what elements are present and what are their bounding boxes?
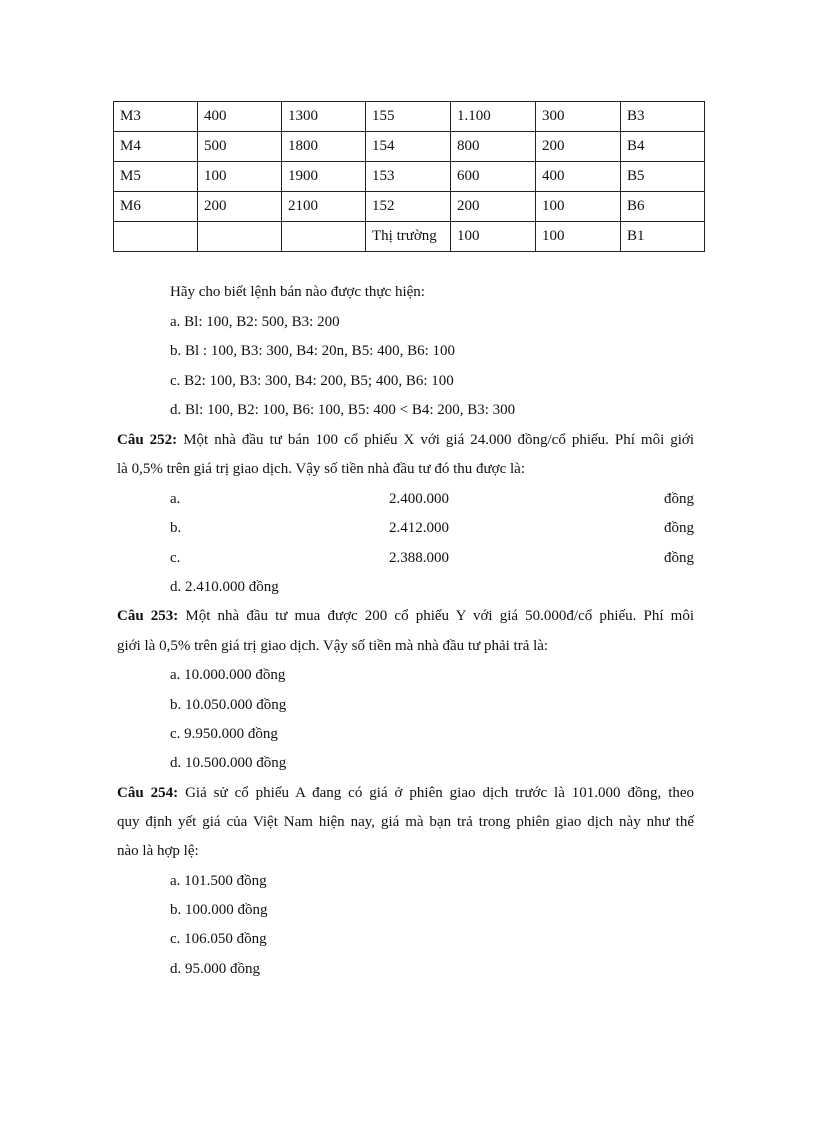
option-unit: đồng bbox=[664, 491, 694, 507]
option-letter: a. bbox=[170, 491, 181, 507]
option-letter: b. bbox=[170, 520, 182, 536]
answer-option-b: b. 100.000 đồng bbox=[170, 902, 268, 918]
table-cell: M6 bbox=[114, 192, 198, 222]
answer-option-a: a. 10.000.000 đồng bbox=[170, 667, 286, 683]
table-cell: 100 bbox=[536, 192, 621, 222]
table-cell: 200 bbox=[451, 192, 536, 222]
table-cell: 154 bbox=[366, 132, 451, 162]
question-prompt: Hãy cho biết lệnh bán nào được thực hiện: bbox=[170, 284, 425, 300]
option-unit: đồng bbox=[664, 550, 694, 566]
table-cell: 800 bbox=[451, 132, 536, 162]
question-label: Câu 253: bbox=[117, 608, 179, 624]
table-cell: 155 bbox=[366, 102, 451, 132]
answer-option-a: a. Bl: 100, B2: 500, B3: 200 bbox=[170, 314, 340, 330]
table-cell bbox=[114, 222, 198, 252]
table-cell: 300 bbox=[536, 102, 621, 132]
question-254-line-1 bbox=[117, 785, 694, 802]
answer-option-b: b. Bl : 100, B3: 300, B4: 20n, B5: 400, B6: 100 bbox=[170, 343, 456, 359]
table-row bbox=[114, 192, 705, 222]
table-cell: 153 bbox=[366, 162, 451, 192]
answer-option-d: d. 2.410.000 đồng bbox=[170, 579, 279, 595]
table-cell: B4 bbox=[621, 132, 705, 162]
answer-option-d: d. 10.500.000 đồng bbox=[170, 755, 287, 771]
table-cell: B6 bbox=[621, 192, 705, 222]
answer-option-a: a. 101.500 đồng bbox=[170, 873, 267, 889]
table-cell: B5 bbox=[621, 162, 705, 192]
table-cell: M5 bbox=[114, 162, 198, 192]
answer-option-d: d. 95.000 đồng bbox=[170, 961, 260, 977]
answer-option-c: c. 9.950.000 đồng bbox=[170, 726, 278, 742]
question-254-line-3: nào là hợp lệ: bbox=[117, 843, 199, 859]
answer-option-d: d. Bl: 100, B2: 100, B6: 100, B5: 400 < B4: 200, B3: 300 bbox=[170, 402, 516, 418]
table-cell: 600 bbox=[451, 162, 536, 192]
question-254-line-2: quy định yết giá của Việt Nam hiện nay, giá mà bạn trả trong phiên giao dịch này như thế bbox=[117, 814, 694, 830]
option-letter: c. bbox=[170, 550, 181, 566]
table-row bbox=[114, 162, 705, 192]
option-value: 2.412.000 bbox=[389, 520, 449, 536]
table-cell: M3 bbox=[114, 102, 198, 132]
question-253-line-2: giới là 0,5% trên giá trị giao dịch. Vậy số tiền mà nhà đầu tư phải trả là: bbox=[117, 638, 549, 654]
table-cell: B1 bbox=[621, 222, 705, 252]
table-cell bbox=[282, 222, 366, 252]
answer-option-b: b. 10.050.000 đồng bbox=[170, 697, 287, 713]
table-cell: 100 bbox=[536, 222, 621, 252]
option-value: 2.388.000 bbox=[389, 550, 449, 566]
answer-option-c: c. B2: 100, B3: 300, B4: 200, B5; 400, B6: 100 bbox=[170, 373, 454, 389]
question-252-line-2: là 0,5% trên giá trị giao dịch. Vậy số tiền nhà đầu tư đó thu được là: bbox=[117, 461, 525, 477]
question-253-line-1 bbox=[117, 608, 694, 625]
table-cell: M4 bbox=[114, 132, 198, 162]
order-table bbox=[113, 101, 705, 252]
table-row bbox=[114, 132, 705, 162]
table-cell: 400 bbox=[198, 102, 282, 132]
table-cell: 500 bbox=[198, 132, 282, 162]
answer-option-c bbox=[170, 550, 694, 570]
answer-option-b bbox=[170, 520, 694, 540]
table-cell: 100 bbox=[451, 222, 536, 252]
table-cell: 1.100 bbox=[451, 102, 536, 132]
question-text: Một nhà đầu tư bán 100 cổ phiếu X với giá 24.000 đồng/cổ phiếu. Phí môi giới bbox=[183, 432, 695, 448]
question-label: Câu 252: bbox=[117, 432, 178, 448]
table-cell: 2100 bbox=[282, 192, 366, 222]
table-row bbox=[114, 222, 705, 252]
table-cell: Thị trường bbox=[366, 222, 451, 252]
table-cell: 400 bbox=[536, 162, 621, 192]
table-cell: 1800 bbox=[282, 132, 366, 162]
question-text: Một nhà đầu tư mua được 200 cổ phiếu Y với giá 50.000đ/cổ phiếu. Phí môi bbox=[185, 608, 694, 624]
table-cell: 1300 bbox=[282, 102, 366, 132]
question-label: Câu 254: bbox=[117, 785, 179, 801]
table-cell: 100 bbox=[198, 162, 282, 192]
answer-option-c: c. 106.050 đồng bbox=[170, 931, 267, 947]
table-cell bbox=[198, 222, 282, 252]
table-cell: 200 bbox=[198, 192, 282, 222]
question-text: Giả sử cổ phiếu A đang có giá ở phiên giao dịch trước là 101.000 đồng, theo bbox=[185, 785, 695, 801]
table-cell: B3 bbox=[621, 102, 705, 132]
option-value: 2.400.000 bbox=[389, 491, 449, 507]
option-unit: đồng bbox=[664, 520, 694, 536]
table-row bbox=[114, 102, 705, 132]
table-cell: 200 bbox=[536, 132, 621, 162]
answer-option-a bbox=[170, 491, 694, 511]
table-cell: 1900 bbox=[282, 162, 366, 192]
table-cell: 152 bbox=[366, 192, 451, 222]
question-252-line-1 bbox=[117, 432, 694, 449]
